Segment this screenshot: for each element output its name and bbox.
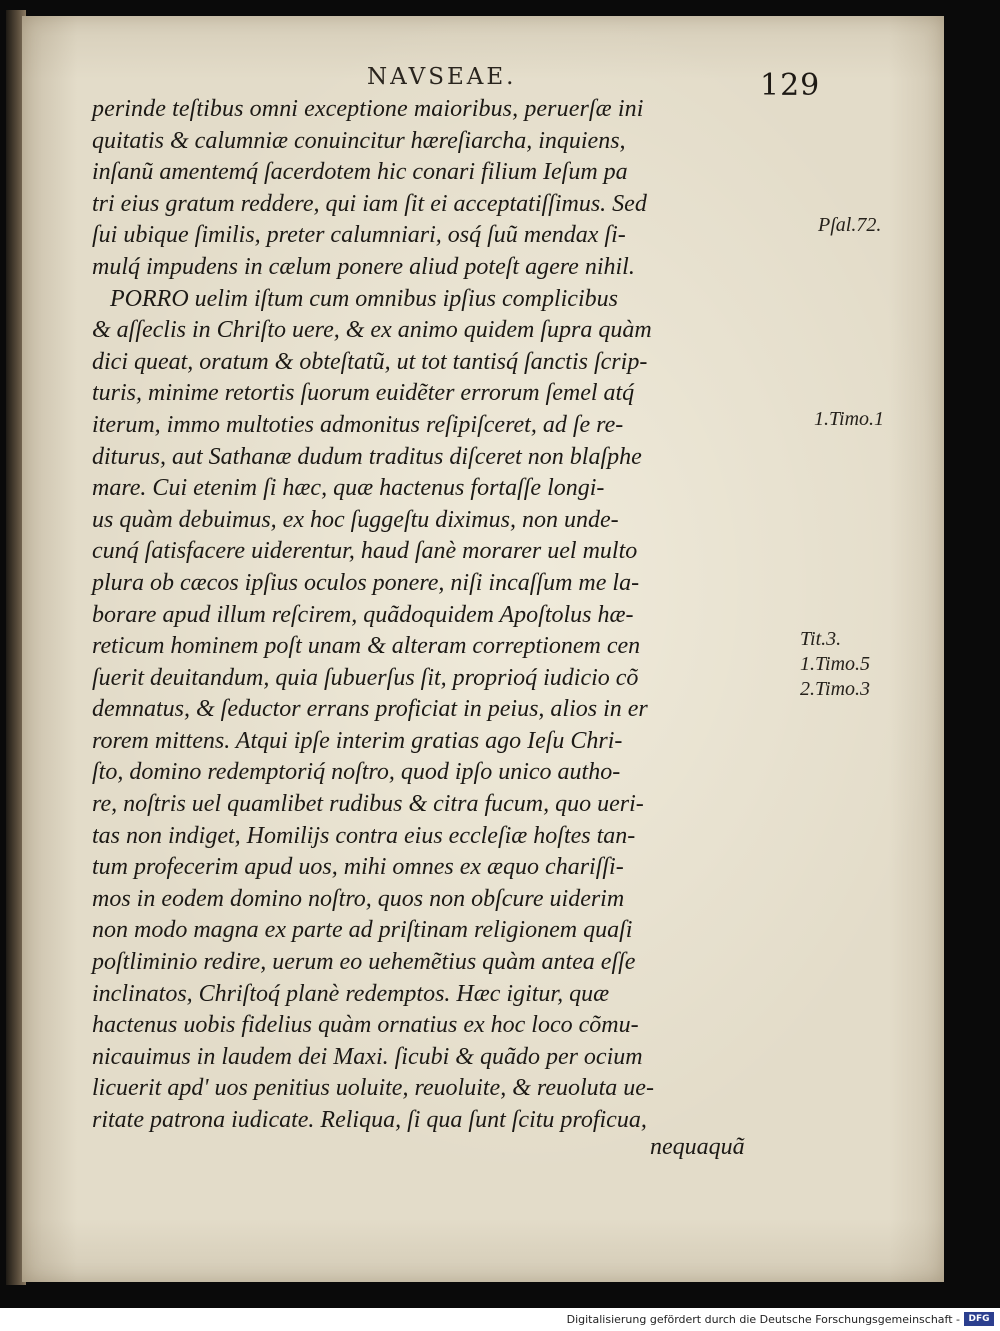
text-line: & aſſeclis in Chriſto uere, & ex animo quidem ſupra quàm [92, 317, 652, 344]
page-number: 129 [760, 68, 821, 103]
text-line: quitatis & calumniæ conuincitur hæreſiarcha, inquiens, [92, 127, 626, 154]
marginal-note-timothy-5: 1.Timo.5 [800, 653, 871, 675]
text-line: iterum, immo multoties admonitus reſipiſceret, ad ſe re- [92, 411, 624, 438]
text-line: non modo magna ex parte ad priſtinam religionem quaſi [92, 917, 633, 944]
text-line: dici queat, oratum & obteſtatũ, ut tot tantisq́ ſanctis ſcrip- [92, 348, 648, 375]
main-text-block [92, 94, 814, 1137]
text-line: diturus, aut Sathanæ dudum traditus diſceret non blaſphe [92, 443, 642, 470]
text-line: turis, minime retortis ſuorum euidẽter errorum ſemel atq́ [92, 380, 635, 407]
text-line: re, noſtris uel quamlibet rudibus & citra fucum, quo ueri- [92, 791, 644, 818]
dfg-logo: DFG [964, 1312, 994, 1326]
text-line: perinde teſtibus omni exceptione maioribus, peruerſæ ini [92, 96, 644, 122]
marginal-note-psalm: Pſal.72. [818, 214, 882, 236]
text-line: borare apud illum reſcirem, quãdoquidem Apoſtolus hæ- [92, 601, 634, 628]
text-line: nicauimus in laudem dei Maxi. ſicubi & quãdo per ocium [92, 1043, 643, 1070]
text-line: demnatus, & ſeductor errans proficiat in peius, alios in er [92, 696, 648, 723]
catchword: nequaquã [650, 1134, 745, 1160]
text-line: tri eius gratum reddere, qui iam ſit ei acceptatiſſimus. Sed [92, 190, 647, 217]
text-line: ſto, domino redemptoriq́ noſtro, quod ipſo unico autho- [92, 759, 621, 786]
text-line: inſanũ amentemq́ ſacerdotem hic conari filium Ieſum pa [92, 159, 628, 186]
running-head: NAVSEAE. [367, 64, 517, 90]
text-line: PORRO uelim iſtum cum omnibus ipſius complicibus [110, 285, 618, 312]
text-line: mulq́ impudens in cælum ponere aliud poteſt agere nihil. [92, 253, 635, 280]
text-line: us quàm debuimus, ex hoc ſuggeſtu diximus, non unde- [92, 506, 619, 533]
text-line: mare. Cui etenim ſi hæc, quæ hactenus fortaſſe longi- [92, 475, 605, 502]
text-line: licuerit apd' uos penitius uoluite, reuoluite, & reuoluta ue- [92, 1075, 654, 1102]
text-line: hactenus uobis fidelius quàm ornatius ex hoc loco cõmu- [92, 1012, 639, 1039]
text-line: tum profecerim apud uos, mihi omnes ex æquo chariſſi- [92, 854, 624, 881]
text-line: ſui ubique ſimilis, preter calumniari, osq́ ſuũ mendax ſi- [92, 222, 626, 249]
marginal-note-timothy-3: 2.Timo.3 [800, 678, 871, 700]
marginal-note-timothy-1: 1.Timo.1 [814, 408, 885, 430]
text-line: inclinatos, Chriſtoq́ planè redemptos. Hæc igitur, quæ [92, 980, 610, 1007]
text-line: rorem mittens. Atqui ipſe interim gratias ago Ieſu Chri- [92, 727, 623, 754]
marginal-note-titus: Tit.3. [800, 628, 842, 650]
text-line: cunq́ ſatisfacere uiderentur, haud ſanè morarer uel multo [92, 538, 638, 565]
text-line: tas non indiget, Homilijs contra eius eccleſiæ hoſtes tan- [92, 822, 636, 849]
funding-notice: Digitalisierung gefördert durch die Deutsche Forschungsgemeinschaft - [566, 1313, 960, 1326]
book-page [22, 16, 944, 1282]
text-line: plura ob cæcos ipſius oculos ponere, niſi incaſſum me la- [92, 569, 640, 596]
text-line: ritate patrona iudicate. Reliqua, ſi qua ſunt ſcitu proficua, [92, 1107, 647, 1133]
text-line: ſuerit deuitandum, quia ſubuerſus ſit, proprioq́ iudicio cõ [92, 664, 639, 691]
text-line: mos in eodem domino noſtro, quos non obſcure uiderim [92, 885, 625, 912]
text-line: poſtliminio redire, uerum eo uehemẽtius quàm antea eſſe [92, 949, 636, 976]
text-line: reticum hominem poſt unam & alteram correptionem cen [92, 633, 641, 660]
